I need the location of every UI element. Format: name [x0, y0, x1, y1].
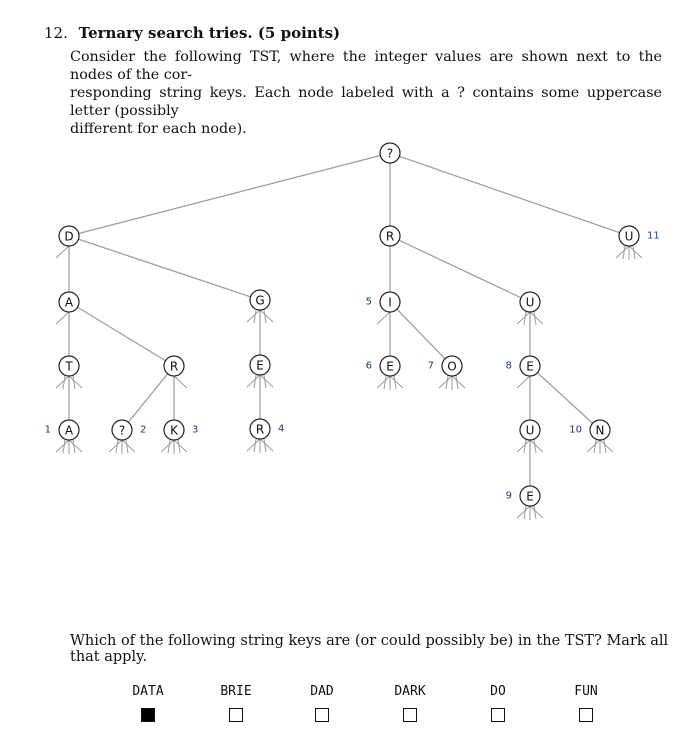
null-link [604, 440, 606, 453]
node-letter: E [526, 489, 534, 504]
node-letter: T [65, 359, 73, 374]
tree-node-u2 [520, 292, 540, 312]
option-data [104, 684, 192, 726]
null-link [56, 376, 69, 388]
null-link [264, 310, 266, 323]
null-link [69, 376, 82, 388]
node-letter: I [388, 295, 392, 310]
null-link [260, 439, 273, 451]
tree-node-g [250, 290, 270, 310]
node-letter: K [170, 423, 178, 438]
option-checkbox[interactable] [491, 708, 505, 722]
tree-edge [128, 374, 167, 422]
tree-edge [78, 307, 166, 361]
null-link [623, 246, 625, 259]
intro-line: Consider the following TST, where the integer values are shown next to the nodes of the cor- [70, 49, 662, 83]
node-value: 1 [44, 424, 51, 436]
tree-node-a1 [59, 292, 79, 312]
option-label: DARK [394, 684, 426, 699]
node-value: 7 [427, 360, 434, 372]
node-letter: E [386, 359, 394, 374]
tree-node-u1 [619, 226, 660, 246]
tree-edge [399, 156, 619, 232]
null-link [109, 440, 122, 452]
tree-edge [399, 240, 521, 297]
null-link [452, 376, 465, 388]
null-link [254, 439, 256, 452]
null-link [247, 310, 260, 322]
option-label: BRIE [220, 684, 252, 699]
tree-edge [537, 373, 592, 424]
node-letter: O [447, 359, 457, 374]
option-label: DAD [310, 684, 334, 699]
null-link [56, 440, 69, 452]
tree-node-o [428, 356, 462, 376]
option-label: DATA [132, 684, 164, 699]
null-link [439, 376, 452, 388]
tree-edge [79, 156, 381, 234]
option-checkbox[interactable] [141, 708, 155, 722]
null-link [126, 440, 128, 453]
node-value: 9 [505, 490, 512, 502]
node-letter: R [255, 422, 265, 437]
node-value: 6 [365, 360, 372, 372]
option-dad [278, 684, 366, 726]
null-link [260, 310, 273, 322]
node-letter: G [255, 293, 265, 308]
node-letter: D [64, 229, 74, 244]
node-value: 5 [365, 296, 372, 308]
option-fun [542, 684, 630, 726]
node-value: 2 [140, 424, 147, 436]
null-link [254, 375, 256, 388]
null-link [517, 312, 530, 324]
null-link [530, 440, 543, 452]
null-link [384, 376, 386, 389]
prompt-text: Which of the following string keys are (or could possibly be) in the TST? Mark all that apply. [70, 633, 669, 665]
null-link [524, 440, 526, 453]
answer-options [104, 684, 624, 724]
tree-node-r2 [164, 356, 184, 376]
null-link [168, 440, 170, 453]
null-link [161, 440, 174, 452]
null-link [394, 376, 396, 389]
null-link [63, 376, 65, 389]
tree-node-t [59, 356, 79, 376]
tree-node-n [569, 420, 610, 440]
option-do [454, 684, 542, 726]
node-letter: ? [118, 423, 126, 438]
null-link [73, 440, 75, 453]
tree-node-root [380, 143, 400, 163]
null-link [377, 312, 390, 324]
null-link [377, 376, 390, 388]
node-value: 4 [278, 423, 285, 435]
tree-edge [397, 309, 445, 359]
tree-node-e1 [250, 355, 270, 375]
option-checkbox[interactable] [579, 708, 593, 722]
null-link [260, 375, 273, 387]
null-link [69, 440, 82, 452]
null-link [524, 312, 526, 325]
node-letter: U [624, 229, 634, 244]
null-link [594, 440, 596, 453]
node-value: 10 [569, 424, 582, 436]
node-letter: N [595, 423, 605, 438]
null-link [534, 440, 536, 453]
tree-node-r3 [250, 419, 284, 439]
null-link [456, 376, 458, 389]
question-title: Ternary search tries. (5 points) [78, 24, 341, 42]
node-value: 8 [505, 360, 512, 372]
node-letter: E [526, 359, 534, 374]
tree-node-e2 [366, 356, 400, 376]
node-letter: E [256, 358, 264, 373]
null-link [264, 375, 266, 388]
option-checkbox[interactable] [403, 708, 417, 722]
node-letter: R [385, 229, 395, 244]
null-link [534, 506, 536, 519]
tree-node-r1 [380, 226, 400, 246]
null-link [629, 246, 642, 258]
null-link [530, 506, 543, 518]
null-link [56, 246, 69, 258]
null-link [73, 376, 75, 389]
node-letter: U [525, 295, 535, 310]
tree-node-k [164, 420, 198, 440]
null-link [534, 312, 536, 325]
node-letter: A [64, 423, 74, 438]
option-checkbox[interactable] [315, 708, 329, 722]
option-checkbox[interactable] [229, 708, 243, 722]
null-link [517, 376, 530, 388]
null-link [178, 440, 180, 453]
null-link [254, 310, 256, 323]
intro-line: responding string keys. Each node labeled with a ? contains some uppercase letter (possibly [70, 85, 662, 119]
tree-node-i [366, 292, 400, 312]
null-link [116, 440, 118, 453]
tree-node-e4 [506, 486, 540, 506]
null-link [517, 506, 530, 518]
null-link [530, 312, 543, 324]
null-link [122, 440, 135, 452]
tree-node-d [59, 226, 79, 246]
node-value: 11 [647, 230, 660, 242]
null-link [616, 246, 629, 258]
node-letter: A [64, 295, 74, 310]
option-label: FUN [574, 684, 598, 699]
tree-node-u3 [520, 420, 540, 440]
question-number: 12. [44, 24, 68, 42]
null-link [63, 440, 65, 453]
null-link [524, 506, 526, 519]
null-link [390, 376, 403, 388]
null-link [600, 440, 613, 452]
node-letter: ? [386, 146, 394, 161]
null-link [56, 312, 69, 324]
tree-edge [78, 239, 250, 297]
tree-node-e3 [506, 356, 540, 376]
null-link [247, 439, 260, 451]
node-letter: U [525, 423, 535, 438]
null-link [587, 440, 600, 452]
null-link [174, 376, 187, 388]
option-label: DO [490, 684, 506, 699]
null-link [264, 439, 266, 452]
null-link [633, 246, 635, 259]
null-link [247, 375, 260, 387]
option-brie [192, 684, 280, 726]
tree-node-q2 [112, 420, 146, 440]
intro-line: different for each node). [70, 121, 247, 137]
null-link [174, 440, 187, 452]
tree-node-a2 [45, 420, 79, 440]
null-link [446, 376, 448, 389]
option-dark [366, 684, 454, 726]
null-link [517, 440, 530, 452]
node-value: 3 [192, 424, 199, 436]
node-letter: R [169, 359, 179, 374]
